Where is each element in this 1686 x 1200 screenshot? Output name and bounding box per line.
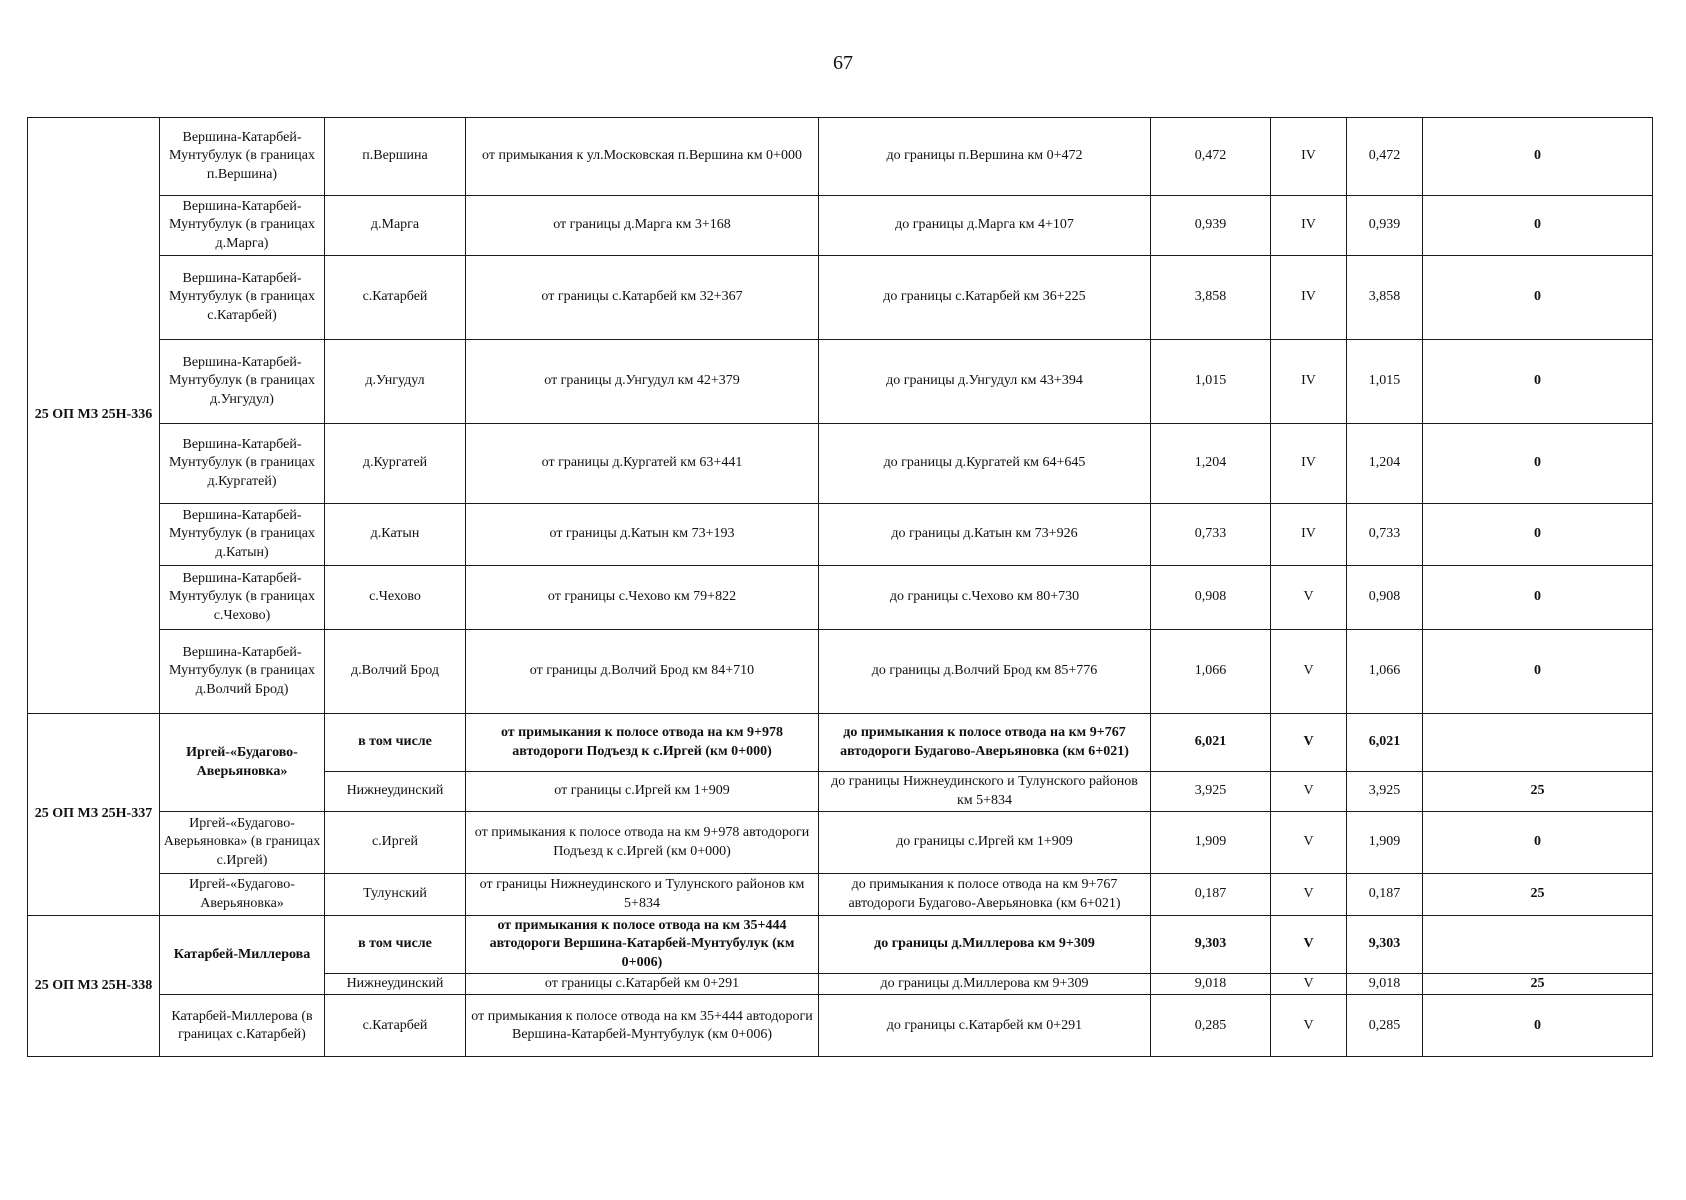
from-cell: от границы д.Кургатей км 63+441 [466, 424, 819, 504]
length-cell: 1,204 [1151, 424, 1271, 504]
to-cell: до границы д.Миллерова км 9+309 [819, 974, 1151, 995]
value-cell: 0 [1423, 566, 1653, 630]
to-cell: до границы д.Волчий Брод км 85+776 [819, 630, 1151, 714]
length-cell: 0,733 [1151, 504, 1271, 566]
from-cell: от границы Нижнеудинского и Тулунского районов км 5+834 [466, 874, 819, 916]
table-row [28, 630, 1653, 714]
category-cell: IV [1271, 340, 1347, 424]
table-row [28, 424, 1653, 504]
from-cell: от примыкания к полосе отвода на км 35+444 автодороги Вершина-Катарбей-Мунтубулук (км 0+006) [466, 995, 819, 1057]
length-cell: 9,018 [1151, 974, 1271, 995]
from-cell: от границы д.Катын км 73+193 [466, 504, 819, 566]
length-category-cell: 3,925 [1347, 772, 1423, 812]
from-cell: от примыкания к ул.Московская п.Вершина км 0+000 [466, 118, 819, 196]
category-cell: V [1271, 566, 1347, 630]
length-cell: 0,187 [1151, 874, 1271, 916]
locality-cell: с.Иргей [325, 812, 466, 874]
locality-cell: в том числе [325, 916, 466, 974]
road-name-cell: Вершина-Катарбей-Мунтубулук (в границах п.Вершина) [160, 118, 325, 196]
length-cell: 1,015 [1151, 340, 1271, 424]
table-row [28, 714, 1653, 772]
value-cell [1423, 714, 1653, 772]
roads-table [27, 117, 1653, 1057]
table-row [28, 256, 1653, 340]
locality-cell: Нижнеудинский [325, 772, 466, 812]
length-cell: 3,858 [1151, 256, 1271, 340]
table-row [28, 812, 1653, 874]
category-cell: V [1271, 995, 1347, 1057]
road-name-cell: Вершина-Катарбей-Мунтубулук (в границах д.Кургатей) [160, 424, 325, 504]
road-name-cell: Вершина-Катарбей-Мунтубулук (в границах д.Марга) [160, 196, 325, 256]
length-category-cell: 1,015 [1347, 340, 1423, 424]
value-cell: 0 [1423, 340, 1653, 424]
length-category-cell: 0,733 [1347, 504, 1423, 566]
from-cell: от границы с.Иргей км 1+909 [466, 772, 819, 812]
locality-cell: д.Волчий Брод [325, 630, 466, 714]
to-cell: до границы д.Унгудул км 43+394 [819, 340, 1151, 424]
road-name-cell: Вершина-Катарбей-Мунтубулук (в границах с.Катарбей) [160, 256, 325, 340]
table-row [28, 504, 1653, 566]
category-cell: V [1271, 630, 1347, 714]
locality-cell: д.Унгудул [325, 340, 466, 424]
value-cell [1423, 916, 1653, 974]
length-category-cell: 1,066 [1347, 630, 1423, 714]
length-cell: 1,066 [1151, 630, 1271, 714]
road-name-cell: Иргей-«Будагово-Аверьяновка» (в границах с.Иргей) [160, 812, 325, 874]
table-row [28, 196, 1653, 256]
value-cell: 25 [1423, 772, 1653, 812]
category-cell: IV [1271, 118, 1347, 196]
to-cell: до границы с.Чехово км 80+730 [819, 566, 1151, 630]
value-cell: 0 [1423, 424, 1653, 504]
length-category-cell: 1,204 [1347, 424, 1423, 504]
length-category-cell: 3,858 [1347, 256, 1423, 340]
road-name-cell: Катарбей-Миллерова [160, 916, 325, 995]
to-cell: до границы д.Миллерова км 9+309 [819, 916, 1151, 974]
value-cell: 0 [1423, 196, 1653, 256]
length-cell: 1,909 [1151, 812, 1271, 874]
to-cell: до границы с.Катарбей км 36+225 [819, 256, 1151, 340]
category-cell: IV [1271, 504, 1347, 566]
table-row [28, 995, 1653, 1057]
length-cell: 3,925 [1151, 772, 1271, 812]
to-cell: до границы д.Марга км 4+107 [819, 196, 1151, 256]
road-name-cell: Иргей-«Будагово-Аверьяновка» [160, 714, 325, 812]
locality-cell: п.Вершина [325, 118, 466, 196]
road-name-cell: Вершина-Катарбей-Мунтубулук (в границах д.Катын) [160, 504, 325, 566]
value-cell: 0 [1423, 630, 1653, 714]
length-cell: 6,021 [1151, 714, 1271, 772]
from-cell: от границы д.Унгудул км 42+379 [466, 340, 819, 424]
value-cell: 25 [1423, 974, 1653, 995]
table-row [28, 566, 1653, 630]
length-cell: 9,303 [1151, 916, 1271, 974]
locality-cell: д.Катын [325, 504, 466, 566]
locality-cell: Нижнеудинский [325, 974, 466, 995]
category-cell: IV [1271, 256, 1347, 340]
road-name-cell: Вершина-Катарбей-Мунтубулук (в границах д.Унгудул) [160, 340, 325, 424]
locality-cell: д.Кургатей [325, 424, 466, 504]
locality-cell: с.Чехово [325, 566, 466, 630]
from-cell: от границы с.Катарбей км 32+367 [466, 256, 819, 340]
category-cell: V [1271, 812, 1347, 874]
road-name-cell: Вершина-Катарбей-Мунтубулук (в границах с.Чехово) [160, 566, 325, 630]
category-cell: V [1271, 772, 1347, 812]
from-cell: от примыкания к полосе отвода на км 9+978 автодороги Подъезд к с.Иргей (км 0+000) [466, 812, 819, 874]
length-cell: 0,908 [1151, 566, 1271, 630]
road-code-cell: 25 ОП МЗ 25Н-337 [28, 714, 160, 916]
length-category-cell: 0,472 [1347, 118, 1423, 196]
to-cell: до примыкания к полосе отвода на км 9+767 автодороги Будагово-Аверьяновка (км 6+021) [819, 714, 1151, 772]
category-cell: V [1271, 714, 1347, 772]
to-cell: до примыкания к полосе отвода на км 9+767 автодороги Будагово-Аверьяновка (км 6+021) [819, 874, 1151, 916]
road-code-cell: 25 ОП МЗ 25Н-336 [28, 118, 160, 714]
from-cell: от примыкания к полосе отвода на км 35+444 автодороги Вершина-Катарбей-Мунтубулук (км 0+006) [466, 916, 819, 974]
length-category-cell: 1,909 [1347, 812, 1423, 874]
road-name-cell: Иргей-«Будагово-Аверьяновка» [160, 874, 325, 916]
to-cell: до границы д.Кургатей км 64+645 [819, 424, 1151, 504]
locality-cell: с.Катарбей [325, 995, 466, 1057]
length-cell: 0,472 [1151, 118, 1271, 196]
to-cell: до границы п.Вершина км 0+472 [819, 118, 1151, 196]
length-cell: 0,285 [1151, 995, 1271, 1057]
length-category-cell: 6,021 [1347, 714, 1423, 772]
locality-cell: с.Катарбей [325, 256, 466, 340]
length-category-cell: 9,018 [1347, 974, 1423, 995]
road-name-cell: Катарбей-Миллерова (в границах с.Катарбей) [160, 995, 325, 1057]
to-cell: до границы с.Иргей км 1+909 [819, 812, 1151, 874]
road-code-cell: 25 ОП МЗ 25Н-338 [28, 916, 160, 1057]
locality-cell: в том числе [325, 714, 466, 772]
length-category-cell: 9,303 [1347, 916, 1423, 974]
page-number: 67 [833, 52, 853, 74]
value-cell: 0 [1423, 504, 1653, 566]
locality-cell: д.Марга [325, 196, 466, 256]
category-cell: IV [1271, 424, 1347, 504]
to-cell: до границы с.Катарбей км 0+291 [819, 995, 1151, 1057]
value-cell: 0 [1423, 995, 1653, 1057]
category-cell: V [1271, 974, 1347, 995]
category-cell: V [1271, 874, 1347, 916]
to-cell: до границы д.Катын км 73+926 [819, 504, 1151, 566]
to-cell: до границы Нижнеудинского и Тулунского районов км 5+834 [819, 772, 1151, 812]
table-row [28, 118, 1653, 196]
length-category-cell: 0,285 [1347, 995, 1423, 1057]
length-category-cell: 0,939 [1347, 196, 1423, 256]
length-category-cell: 0,187 [1347, 874, 1423, 916]
from-cell: от примыкания к полосе отвода на км 9+978 автодороги Подъезд к с.Иргей (км 0+000) [466, 714, 819, 772]
from-cell: от границы с.Чехово км 79+822 [466, 566, 819, 630]
table-row [28, 916, 1653, 974]
value-cell: 25 [1423, 874, 1653, 916]
table-row [28, 874, 1653, 916]
length-cell: 0,939 [1151, 196, 1271, 256]
table-row [28, 340, 1653, 424]
from-cell: от границы с.Катарбей км 0+291 [466, 974, 819, 995]
length-category-cell: 0,908 [1347, 566, 1423, 630]
locality-cell: Тулунский [325, 874, 466, 916]
from-cell: от границы д.Волчий Брод км 84+710 [466, 630, 819, 714]
value-cell: 0 [1423, 812, 1653, 874]
category-cell: IV [1271, 196, 1347, 256]
value-cell: 0 [1423, 256, 1653, 340]
road-name-cell: Вершина-Катарбей-Мунтубулук (в границах д.Волчий Брод) [160, 630, 325, 714]
value-cell: 0 [1423, 118, 1653, 196]
from-cell: от границы д.Марга км 3+168 [466, 196, 819, 256]
category-cell: V [1271, 916, 1347, 974]
